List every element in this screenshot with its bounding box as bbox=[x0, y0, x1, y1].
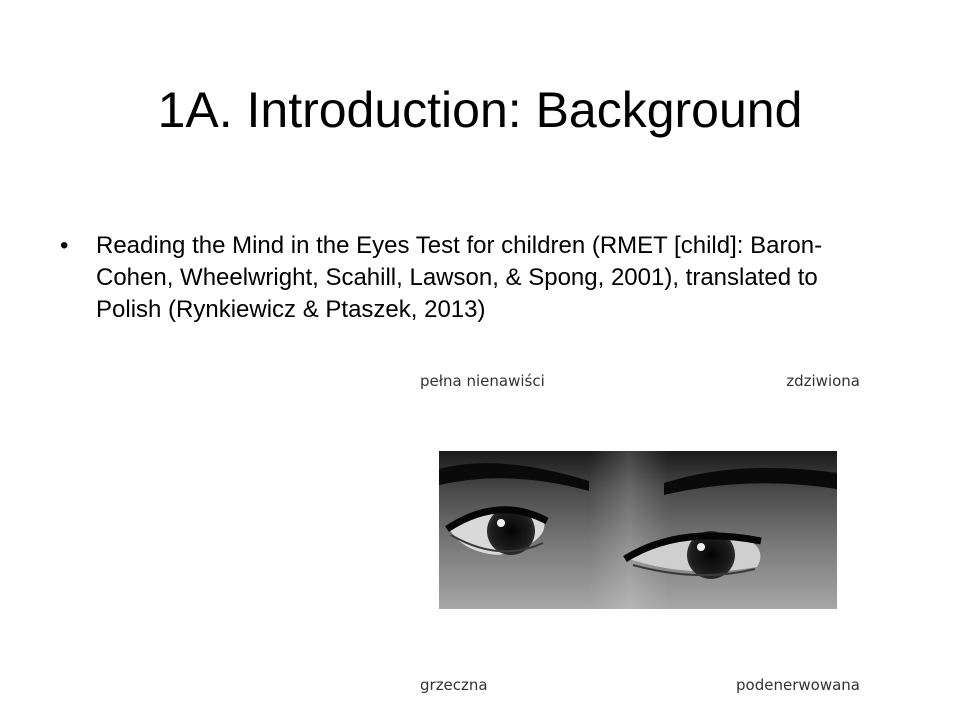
emotion-word-top-right: zdziwiona bbox=[786, 372, 860, 390]
slide-title: 1A. Introduction: Background bbox=[157, 82, 803, 138]
bullet-marker: • bbox=[60, 232, 69, 259]
bullet-text: Reading the Mind in the Eyes Test for children (RMET [child]: Baron-Cohen, Wheelwright, Scahill, Lawson, & Spong, 2001), translated to Polish (Rynkiewicz & Ptaszek, 2013) bbox=[96, 232, 823, 323]
eyes-photo bbox=[439, 451, 837, 609]
emotion-word-bottom-left: grzeczna bbox=[420, 676, 488, 694]
bullet-list bbox=[60, 230, 880, 326]
emotion-word-bottom-right: podenerwowana bbox=[736, 676, 860, 694]
eyes-test-figure bbox=[398, 362, 868, 702]
bullet-item bbox=[60, 230, 880, 326]
emotion-word-top-left: pełna nienawiści bbox=[420, 372, 545, 390]
